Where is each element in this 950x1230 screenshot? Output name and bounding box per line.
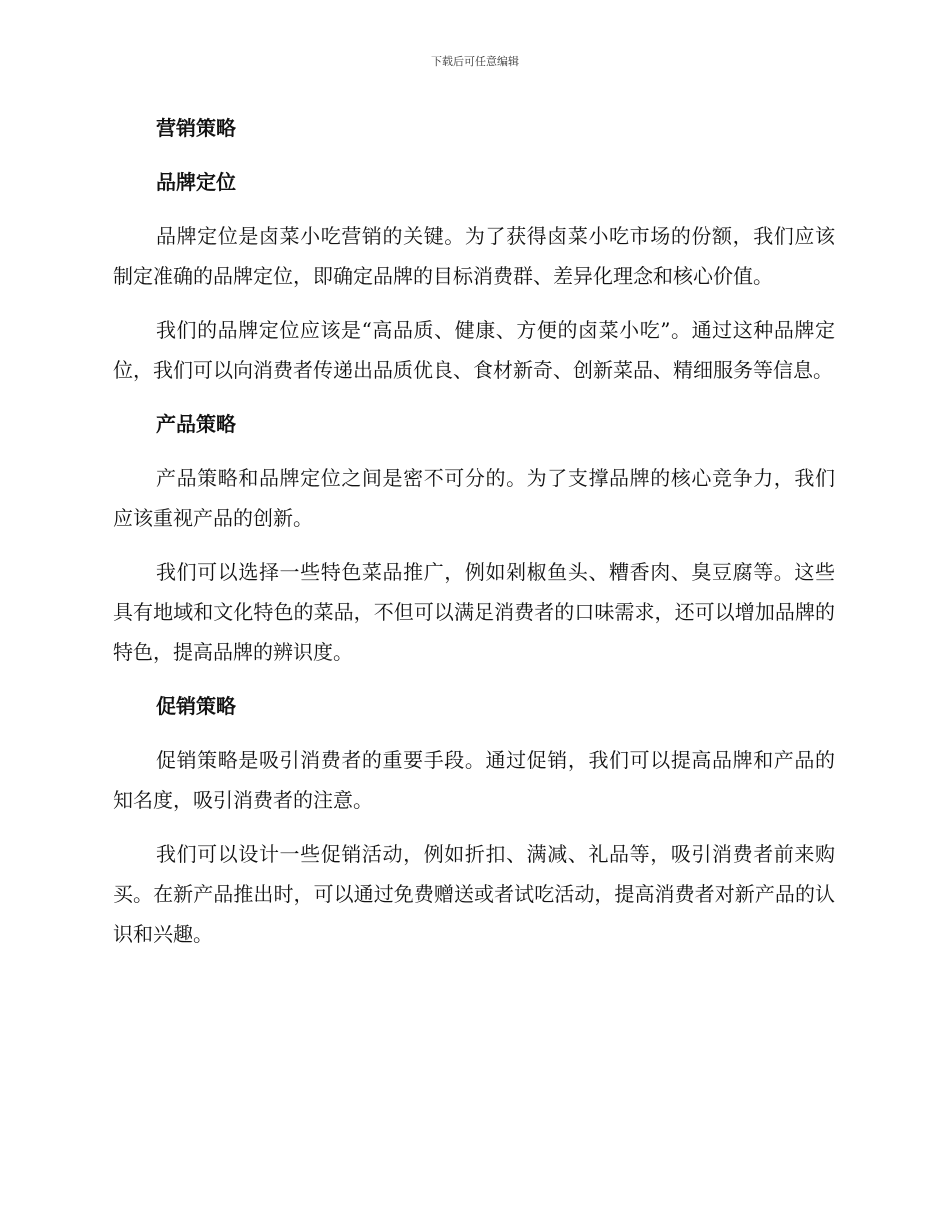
section-heading-promotion-strategy: 促销策略 (156, 694, 236, 718)
document-body (113, 108, 835, 968)
document-title: 营销策略 (156, 116, 236, 140)
paragraph: 我们的品牌定位应该是“高品质、健康、方便的卤菜小吃”。通过这种品牌定位，我们可以向消费者传递出品质优良、食材新奇、创新菜品、精细服务等信息。 (113, 318, 835, 382)
paragraph: 我们可以设计一些促销活动，例如折扣、满减、礼品等，吸引消费者前来购买。在新产品推出时，可以通过免费赠送或者试吃活动，提高消费者对新产品的认识和兴趣。 (113, 842, 835, 946)
paragraph: 产品策略和品牌定位之间是密不可分的。为了支撑品牌的核心竞争力，我们应该重视产品的创新。 (113, 466, 835, 530)
paragraph: 促销策略是吸引消费者的重要手段。通过促销，我们可以提高品牌和产品的知名度，吸引消费者的注意。 (113, 748, 835, 812)
page-header-note: 下载后可任意编辑 (431, 55, 519, 68)
section-heading-brand-positioning: 品牌定位 (156, 170, 236, 194)
section-heading-product-strategy: 产品策略 (156, 412, 236, 436)
paragraph: 品牌定位是卤菜小吃营销的关键。为了获得卤菜小吃市场的份额，我们应该制定准确的品牌定位，即确定品牌的目标消费群、差异化理念和核心价值。 (113, 224, 835, 288)
paragraph: 我们可以选择一些特色菜品推广，例如剁椒鱼头、糟香肉、臭豆腐等。这些具有地域和文化特色的菜品，不但可以满足消费者的口味需求，还可以增加品牌的特色，提高品牌的辨识度。 (113, 560, 835, 664)
